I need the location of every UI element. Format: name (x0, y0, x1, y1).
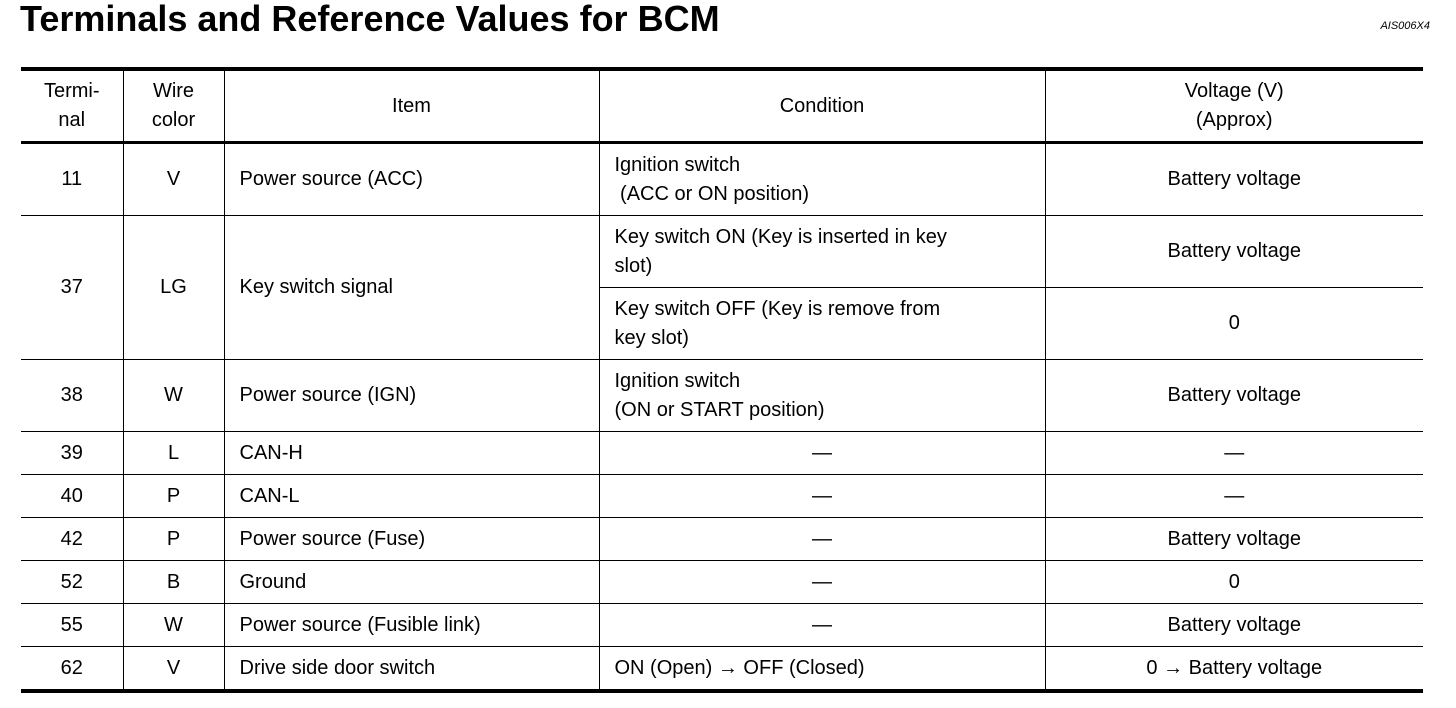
condition-cell: — (599, 432, 1045, 475)
terminal-cell: 42 (21, 518, 123, 561)
terminal-cell: 40 (21, 475, 123, 518)
terminal-cell: 11 (21, 143, 123, 216)
terminal-cell: 62 (21, 647, 123, 692)
condition-cell: — (599, 561, 1045, 604)
item-cell: CAN-L (224, 475, 599, 518)
voltage-cell: Battery voltage (1045, 518, 1423, 561)
item-cell: Drive side door switch (224, 647, 599, 692)
page-title: Terminals and Reference Values for BCM (20, 0, 720, 39)
condition-cell: — (599, 604, 1045, 647)
item-cell: Power source (IGN) (224, 360, 599, 432)
condition-cell: Key switch OFF (Key is remove from key slot) (599, 288, 1045, 360)
voltage-cell: Battery voltage (1045, 360, 1423, 432)
condition-cell: — (599, 518, 1045, 561)
voltage-cell: — (1045, 475, 1423, 518)
table-row (21, 360, 1423, 432)
item-cell: Power source (Fusible link) (224, 604, 599, 647)
header-wire-color: Wire color (123, 69, 224, 143)
header-voltage: Voltage (V) (Approx) (1045, 69, 1423, 143)
table-row (21, 647, 1423, 692)
item-cell: CAN-H (224, 432, 599, 475)
item-cell: Key switch signal (224, 216, 599, 360)
wire-color-cell: LG (123, 216, 224, 360)
condition-cell: Ignition switch (ON or START position) (599, 360, 1045, 432)
reference-table (21, 67, 1423, 693)
wire-color-cell: W (123, 360, 224, 432)
condition-cell: — (599, 475, 1045, 518)
voltage-cell: Battery voltage (1045, 143, 1423, 216)
item-cell: Power source (ACC) (224, 143, 599, 216)
wire-color-cell: L (123, 432, 224, 475)
condition-cell: ON (Open) → OFF (Closed) (599, 647, 1045, 692)
header-item: Item (224, 69, 599, 143)
voltage-cell: 0 → Battery voltage (1045, 647, 1423, 692)
terminal-cell: 38 (21, 360, 123, 432)
wire-color-cell: W (123, 604, 224, 647)
wire-color-cell: P (123, 475, 224, 518)
table-row (21, 475, 1423, 518)
condition-cell: Key switch ON (Key is inserted in key slot) (599, 216, 1045, 288)
item-cell: Ground (224, 561, 599, 604)
table-row (21, 216, 1423, 288)
wire-color-cell: P (123, 518, 224, 561)
voltage-cell: — (1045, 432, 1423, 475)
header-condition: Condition (599, 69, 1045, 143)
voltage-cell: Battery voltage (1045, 604, 1423, 647)
table-header-row (21, 69, 1423, 143)
item-cell: Power source (Fuse) (224, 518, 599, 561)
terminal-cell: 39 (21, 432, 123, 475)
terminal-cell: 52 (21, 561, 123, 604)
table-row (21, 143, 1423, 216)
table-row (21, 561, 1423, 604)
table-row (21, 604, 1423, 647)
voltage-cell: Battery voltage (1045, 216, 1423, 288)
voltage-cell: 0 (1045, 288, 1423, 360)
terminal-cell: 37 (21, 216, 123, 360)
table-row (21, 518, 1423, 561)
condition-cell: Ignition switch (ACC or ON position) (599, 143, 1045, 216)
header-terminal: Termi- nal (21, 69, 123, 143)
voltage-cell: 0 (1045, 561, 1423, 604)
figure-code: AIS006X4 (1380, 20, 1430, 32)
wire-color-cell: V (123, 647, 224, 692)
table-row (21, 432, 1423, 475)
wire-color-cell: V (123, 143, 224, 216)
wire-color-cell: B (123, 561, 224, 604)
terminal-cell: 55 (21, 604, 123, 647)
